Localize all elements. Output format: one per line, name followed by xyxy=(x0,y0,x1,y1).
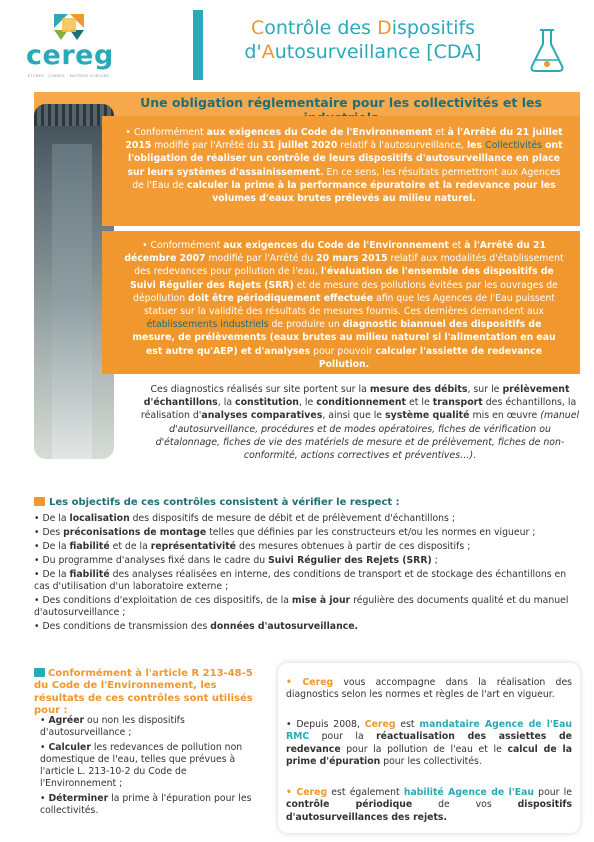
diagnostics-run: et le xyxy=(406,397,433,409)
bullet-icon xyxy=(34,497,45,506)
industriels-run: modifié par l'Arrêté du xyxy=(205,253,317,265)
collectivites-run: Collectivités xyxy=(485,140,542,152)
objective-item xyxy=(34,527,580,539)
cereg-logo xyxy=(20,12,120,80)
title-run: utosurveillance xyxy=(274,41,427,63)
diagnostics-run: . xyxy=(473,450,477,462)
collectivites-paragraph xyxy=(102,116,580,226)
industriels-run: diagnostic biannuel des dispositifs de mesure, de prélèvements (eaux brutes au milieu naturel si l'alimentation en eau est autre qu'AEP) et d'analyses xyxy=(132,319,556,357)
collectivites-run: • Conformément xyxy=(125,127,207,138)
collectivites-run: En ce sens, les résultats permettront aux Agences de l'Eau de xyxy=(132,166,561,191)
objective-run: • De la xyxy=(34,568,70,580)
objective-run: telles que définies par les constructeurs et/ou les normes en vigueur ; xyxy=(206,526,536,538)
card-run: pour la pollution de l'eau et le xyxy=(340,743,508,755)
industriels-run: pour pouvoir xyxy=(310,345,376,357)
objective-run: mise à jour xyxy=(291,594,351,606)
objective-item xyxy=(34,513,580,525)
diagnostics-run: analyses comparatives xyxy=(201,410,323,422)
card-run: mandataire Agence de l'Eau RMC xyxy=(286,719,572,743)
card-run: contrôle périodique xyxy=(286,799,413,811)
industriels-paragraph xyxy=(102,231,580,374)
cereg-services-card xyxy=(278,663,580,833)
card-run: de vos xyxy=(412,799,518,811)
objective-run: • Des conditions de transmission des xyxy=(34,620,211,632)
objective-run: • De la xyxy=(34,540,70,552)
diagnostics-run: mesure des débits xyxy=(369,384,468,395)
industriels-run: doit être périodiquement effectuée xyxy=(188,292,374,304)
page-title xyxy=(213,16,513,64)
collectivites-run: modifié par l'Arrêté du xyxy=(151,140,262,152)
objective-run: • Des xyxy=(34,526,64,538)
objective-run: Suivi Régulier des Rejets (SRR) xyxy=(268,554,432,566)
collectivites-run: pour les volumes d'eaux brutes prélevés au milieu naturel. xyxy=(212,179,556,205)
article-run: les redevances de pollution non domestique de l'eau, telles que prévues à l'article L. 213-10-2 du Code de l'Environnement ; xyxy=(40,741,243,790)
objective-run: représentativité xyxy=(150,540,236,552)
industriels-run: l'évaluation de l'ensemble des dispositifs de Suivi Régulier des Rejets (SRR) xyxy=(130,266,554,291)
industriels-run: de produire un xyxy=(268,319,343,331)
card-run: pour les collectivités. xyxy=(380,755,482,767)
card-run: pour la xyxy=(309,731,377,743)
article-run: Calculer xyxy=(48,741,91,753)
article-item xyxy=(40,715,252,740)
collectivites-run: ont l'obligation de réaliser un contrôle de leurs dispositifs d'autosurveillance en place sur leurs systèmes d'assainissement. xyxy=(127,140,563,178)
title-run: C xyxy=(250,17,265,39)
article-run: Déterminer xyxy=(48,792,109,804)
objective-item xyxy=(34,595,580,620)
card-paragraph-mandataire xyxy=(286,719,572,768)
diagnostics-run: conditionnement xyxy=(316,397,407,409)
article-list xyxy=(40,715,252,819)
collectivites-run: relatif à l'autosurveillance, xyxy=(337,140,467,152)
industriels-run: • Conformément xyxy=(142,240,224,251)
logo-wordmark: cereg xyxy=(26,40,114,71)
article-item xyxy=(40,793,252,818)
card-run: dispositifs d'autosurveillances des rejets. xyxy=(286,799,572,823)
objective-run: ; xyxy=(431,554,438,566)
card-run: réactualisation des assiettes de redevance xyxy=(286,731,572,755)
objective-item xyxy=(34,555,580,567)
article-run: • xyxy=(40,792,49,804)
title-run: A xyxy=(261,41,275,63)
page-title-line-2 xyxy=(213,40,513,64)
industriels-run: calculer l'assiette de redevance Pollution. xyxy=(318,345,542,370)
card-run: • Depuis 2008, xyxy=(286,719,365,730)
diagnostics-run: , la xyxy=(217,397,236,409)
diagnostics-run: , sur le xyxy=(467,384,503,395)
objectives-list xyxy=(34,513,580,635)
diagnostics-run: constitution xyxy=(235,397,299,409)
page-title-line-1 xyxy=(213,16,513,40)
diagnostics-run: prélèvement d'échantillons xyxy=(143,384,570,409)
title-run: [CDA] xyxy=(426,41,482,63)
diagnostics-run: , le xyxy=(298,397,317,409)
collectivites-run: les xyxy=(466,140,486,152)
card-run: pour le xyxy=(533,787,572,798)
objective-run: • De la xyxy=(34,513,70,524)
objective-run: localisation xyxy=(69,513,130,524)
article-run: • xyxy=(40,741,49,753)
objective-run: fiabilité xyxy=(69,568,110,580)
logo-mark-icon xyxy=(52,12,86,42)
card-run: Cereg xyxy=(296,787,328,798)
diagnostics-run: , ainsi que le xyxy=(322,410,386,422)
objective-item xyxy=(34,621,580,633)
collectivites-run: 31 juillet 2020 xyxy=(261,140,338,152)
card-run: • xyxy=(286,787,297,798)
card-run: habilité Agence de l'Eau xyxy=(403,787,534,798)
diagnostics-run: (manuel d'autosurveillance, procédures et de modes opératoires, fiches de vérification ou d'étalonnage, fiches de vie des matériels de mesure et de prélèvement, fiches de non-conformité, actions correctives et préventives…) xyxy=(155,410,580,462)
objective-run: et de la xyxy=(109,540,151,552)
industriels-run: à l'Arrêté du 21 décembre 2007 xyxy=(124,240,546,265)
article-run: • xyxy=(40,715,49,726)
diagnostics-paragraph xyxy=(140,383,580,462)
title-run: ispositifs xyxy=(391,17,476,39)
card-run: • xyxy=(286,677,303,688)
objective-run: données d'autosurveillance. xyxy=(210,620,359,632)
card-run: Cereg xyxy=(302,677,334,688)
diagnostics-run: transport xyxy=(432,397,483,409)
collectivites-run: à l'Arrêté du 21 juillet 2015 xyxy=(125,127,563,152)
diagnostics-run: système qualité xyxy=(385,410,470,422)
card-paragraph-habilite xyxy=(286,787,572,824)
objective-run: préconisations de montage xyxy=(63,526,207,538)
flask-icon xyxy=(526,26,568,74)
article-run: la prime à l'épuration pour les collectivités. xyxy=(40,792,252,817)
objective-run: fiabilité xyxy=(69,540,110,552)
objective-run: régulière des documents qualité et du manuel d'autosurveillance ; xyxy=(34,594,569,619)
article-heading xyxy=(34,668,262,718)
industriels-run: et xyxy=(448,240,465,251)
title-run: ontrôle des xyxy=(264,17,378,39)
logo-tagline: ÉTUDES · CONSEIL · MAÎTRISE D'ŒUVRE xyxy=(28,74,110,78)
article-item xyxy=(40,742,252,791)
objective-item xyxy=(34,569,580,594)
objective-run: • Des conditions d'exploitation de ces dispositifs, de la xyxy=(34,594,292,606)
title-run: d' xyxy=(244,41,262,63)
objective-run: des analyses réalisées en interne, des conditions de transport et de stockage des échantillons en cas d'utilisation d'un laboratoire externe ; xyxy=(34,568,567,592)
collectivites-run: calculer la prime à la performance épuratoire et la redevance xyxy=(186,179,511,191)
objective-run: des dispositifs de mesure de débit et de prélèvement d'échantillons ; xyxy=(129,513,455,524)
card-run: calcul de la prime d'épuration xyxy=(286,743,573,767)
article-run: ou non les dispositifs d'autosurveillance ; xyxy=(40,715,185,739)
objective-run: des mesures obtenues à partir de ces dispositifs ; xyxy=(236,540,471,552)
industriels-run: afin que les Agences de l'Eau puissent statuer sur la validité des résultats de mesures fournis. Ces dernières demandent aux xyxy=(143,292,555,318)
card-paragraph-accompany xyxy=(286,677,572,702)
collectivites-run: aux exigences du Code de l'Environnement xyxy=(206,127,433,138)
objective-item xyxy=(34,541,580,553)
diagnostics-run: mis en œuvre xyxy=(469,410,541,422)
diagnostics-run: Ces diagnostics réalisés sur site portent sur la xyxy=(150,384,370,395)
intro-heading: Une obligation réglementaire pour les collectivités et les xyxy=(140,95,542,110)
card-run: vous accompagne dans la réalisation des diagnostics selon les normes et règles de l'art en vigueur. xyxy=(286,677,573,701)
objectives-heading xyxy=(34,497,400,508)
industriels-run: 20 mars 2015 xyxy=(316,253,388,265)
article-title: Conformément à l'article R 213-48-5 du Code de l'Environnement, les résultats de ces contrôles sont utilisés pour : xyxy=(34,668,253,717)
objectives-title: Les objectifs de ces contrôles consistent à vérifier le respect : xyxy=(49,497,400,508)
title-accent-bar xyxy=(193,10,203,80)
diagnostics-run: des échantillons, la réalisation d' xyxy=(140,397,577,422)
article-run: Agréer xyxy=(48,715,85,726)
collectivites-run: et xyxy=(432,127,448,138)
industriels-run: aux exigences du Code de l'Environnement xyxy=(223,240,449,251)
title-run: D xyxy=(377,17,392,39)
industriels-run: et de mesure des pollutions évitées par les ouvrages de dépollution xyxy=(133,279,558,304)
industriels-run: relatif aux modalités d'établissement des redevances pour pollution de l'eau, xyxy=(134,253,564,278)
objective-run: • Du programme d'analyses fixé dans le cadre du xyxy=(34,554,269,566)
card-run: est xyxy=(395,719,420,730)
card-run: Cereg xyxy=(364,719,396,730)
card-run: est également xyxy=(327,787,404,798)
industriels-run: établissements industriels xyxy=(146,319,269,331)
bullet-icon xyxy=(34,668,45,677)
